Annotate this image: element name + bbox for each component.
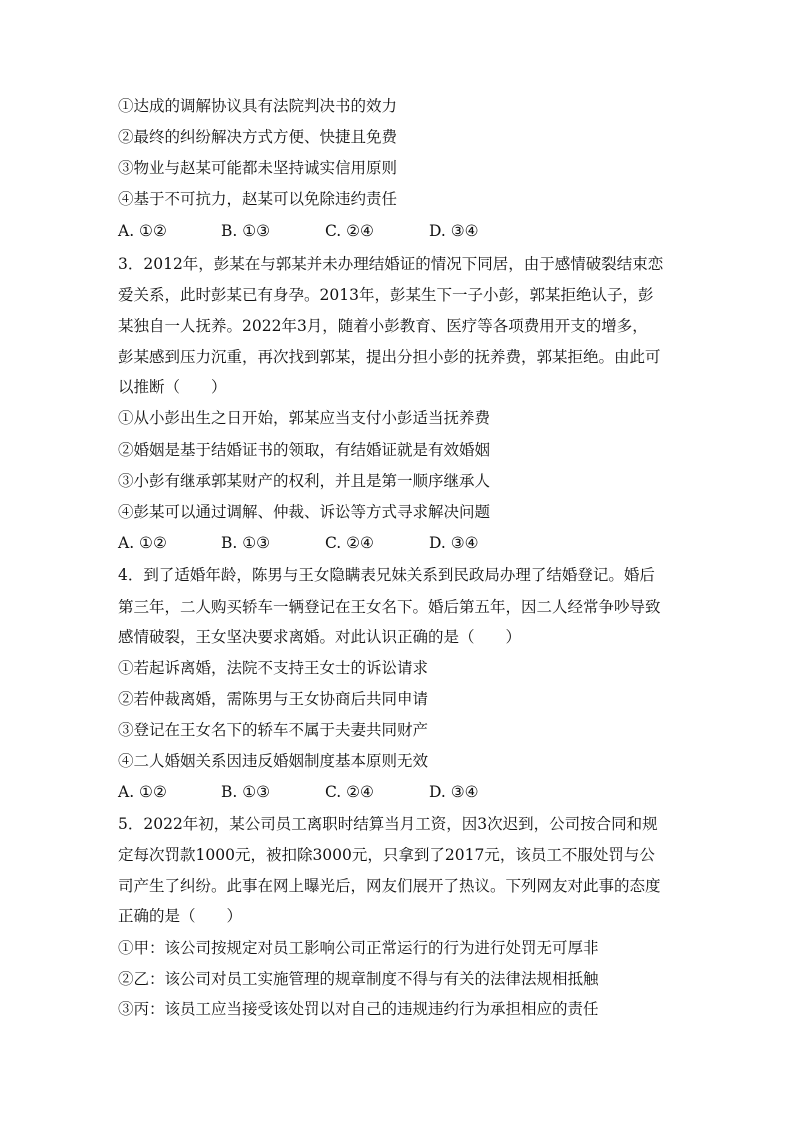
q4-option-a: A. ①② xyxy=(118,783,167,801)
q2-item-1: ①达成的调解协议具有法院判决书的效力 xyxy=(118,97,398,115)
q3-item-3: ③小彭有继承郭某财产的权利，并且是第一顺序继承人 xyxy=(118,472,491,490)
q2-option-c: C. ②④ xyxy=(325,222,374,240)
q3-stem-line-3: 某独自一人抚养。2022年3月，随着小彭教育、医疗等各项费用开支的增多， xyxy=(118,317,648,335)
q3-item-2: ②婚姻是基于结婚证书的领取，有结婚证就是有效婚姻 xyxy=(118,441,491,459)
q2-option-d: D. ③④ xyxy=(429,222,479,240)
q5-stem-line-3: 司产生了纠纷。此事在网上曝光后，网友们展开了热议。下列网友对此事的态度 xyxy=(118,877,661,895)
q4-option-c: C. ②④ xyxy=(325,783,374,801)
q4-stem-line-3: 感情破裂，王女坚决要求离婚。对此认识正确的是（ ） xyxy=(118,628,522,646)
q3-stem-line-1: 3．2012年，彭某在与郭某并未办理结婚证的情况下同居，由于感情破裂结束恋 xyxy=(118,255,664,273)
q2-options xyxy=(118,221,538,241)
q4-option-b: B. ①③ xyxy=(221,783,271,801)
q3-option-a: A. ①② xyxy=(118,534,167,552)
q3-options xyxy=(118,533,538,553)
q3-stem-line-2: 爱关系，此时彭某已有身孕。2013年，彭某生下一子小彭，郭某拒绝认子，彭 xyxy=(118,286,654,304)
q5-stem-line-2: 定每次罚款1000元，被扣除3000元，只拿到了2017元，该员工不服处罚与公 xyxy=(118,846,655,864)
q5-stem-line-1: 5．2022年初，某公司员工离职时结算当月工资，因3次迟到，公司按合同和规 xyxy=(118,815,658,833)
q5-item-3: ③丙：该员工应当接受该处罚以对自己的违规违约行为承担相应的责任 xyxy=(118,1000,599,1018)
q3-option-d: D. ③④ xyxy=(429,534,479,552)
q4-stem-line-2: 第三年，二人购买轿车一辆登记在王女名下。婚后第五年，因二人经常争吵导致 xyxy=(118,598,661,616)
q5-stem-line-4: 正确的是（ ） xyxy=(118,907,243,925)
q4-item-1: ①若起诉离婚，法院不支持王女士的诉讼请求 xyxy=(118,659,429,677)
q4-item-4: ④二人婚姻关系因违反婚姻制度基本原则无效 xyxy=(118,752,429,770)
q2-option-b: B. ①③ xyxy=(221,222,271,240)
q3-item-1: ①从小彭出生之日开始，郭某应当支付小彭适当抚养费 xyxy=(118,409,491,427)
q2-option-a: A. ①② xyxy=(118,222,167,240)
q5-item-2: ②乙：该公司对员工实施管理的规章制度不得与有关的法律法规相抵触 xyxy=(118,970,599,988)
q4-item-3: ③登记在王女名下的轿车不属于夫妻共同财产 xyxy=(118,721,429,739)
q2-item-4: ④基于不可抗力，赵某可以免除违约责任 xyxy=(118,190,398,208)
q3-option-b: B. ①③ xyxy=(221,534,271,552)
q4-options xyxy=(118,782,538,802)
q3-option-c: C. ②④ xyxy=(325,534,374,552)
q3-stem-line-5: 以推断（ ） xyxy=(118,378,227,396)
q3-stem-line-4: 彭某感到压力沉重，再次找到郭某，提出分担小彭的抚养费，郭某拒绝。由此可 xyxy=(118,348,661,366)
q4-item-2: ②若仲裁离婚，需陈男与王女协商后共同申请 xyxy=(118,690,429,708)
q4-stem-line-1: 4．到了适婚年龄，陈男与王女隐瞒表兄妹关系到民政局办理了结婚登记。婚后 xyxy=(118,566,655,584)
q5-item-1: ①甲：该公司按规定对员工影响公司正常运行的行为进行处罚无可厚非 xyxy=(118,939,599,957)
q3-item-4: ④彭某可以通过调解、仲裁、诉讼等方式寻求解决问题 xyxy=(118,503,491,521)
q4-option-d: D. ③④ xyxy=(429,783,479,801)
q2-item-2: ②最终的纠纷解决方式方便、快捷且免费 xyxy=(118,128,398,146)
q2-item-3: ③物业与赵某可能都未坚持诚实信用原则 xyxy=(118,159,398,177)
